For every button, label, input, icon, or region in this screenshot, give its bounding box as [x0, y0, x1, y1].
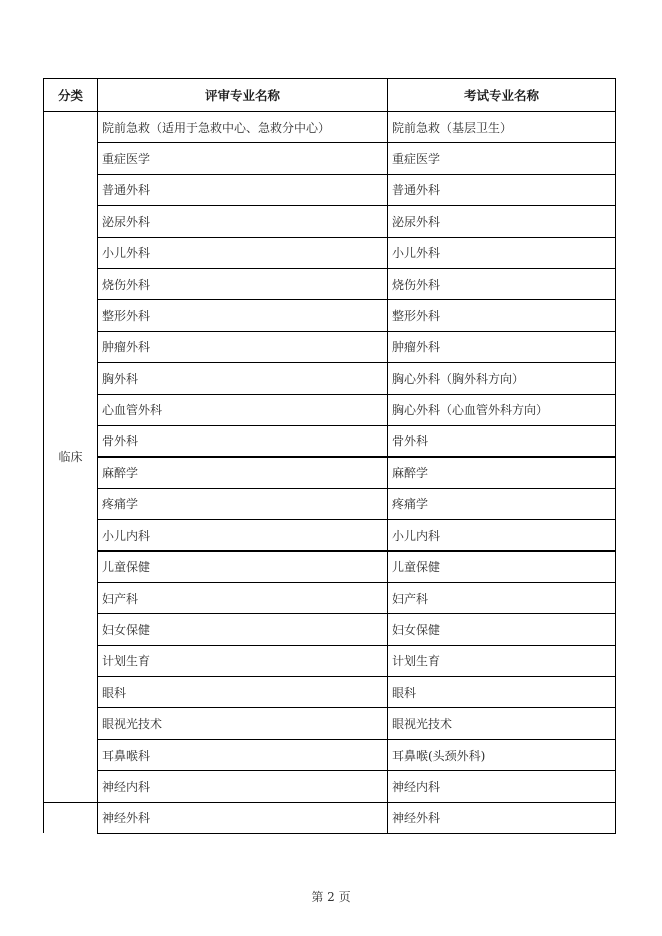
table-header-row [44, 79, 616, 112]
header-category: 分类 [44, 79, 98, 112]
review-name-cell: 麻醉学 [98, 457, 388, 488]
table-row [44, 394, 616, 425]
exam-name-cell: 重症医学 [388, 143, 616, 174]
review-name-cell: 耳鼻喉科 [98, 739, 388, 770]
exam-name-cell: 泌尿外科 [388, 206, 616, 237]
exam-name-cell: 整形外科 [388, 300, 616, 331]
review-name-cell: 泌尿外科 [98, 206, 388, 237]
review-name-cell: 儿童保健 [98, 551, 388, 582]
table-row [44, 300, 616, 331]
review-name-cell: 计划生育 [98, 645, 388, 676]
table-row [44, 457, 616, 488]
page-number: 第 2 页 [311, 890, 351, 904]
table-row [44, 237, 616, 268]
table-row [44, 425, 616, 456]
exam-name-cell: 神经外科 [388, 802, 616, 833]
exam-name-cell: 胸心外科（胸外科方向） [388, 363, 616, 394]
table-row [44, 739, 616, 770]
review-name-cell: 心血管外科 [98, 394, 388, 425]
review-name-cell: 骨外科 [98, 425, 388, 456]
exam-name-cell: 神经内科 [388, 771, 616, 802]
exam-name-cell: 麻醉学 [388, 457, 616, 488]
review-name-cell: 妇女保健 [98, 614, 388, 645]
review-name-cell: 小儿外科 [98, 237, 388, 268]
specialty-table [43, 78, 616, 834]
table-row [44, 206, 616, 237]
exam-name-cell: 耳鼻喉(头颈外科) [388, 739, 616, 770]
review-name-cell: 普通外科 [98, 174, 388, 205]
table-row [44, 551, 616, 582]
table-row [44, 143, 616, 174]
exam-name-cell: 妇产科 [388, 582, 616, 613]
header-exam-name: 考试专业名称 [388, 79, 616, 112]
category-cell: 临床 [44, 112, 98, 803]
exam-name-cell: 院前急救（基层卫生） [388, 112, 616, 143]
table-row [44, 708, 616, 739]
table-row [44, 363, 616, 394]
table-row [44, 614, 616, 645]
review-name-cell: 烧伤外科 [98, 268, 388, 299]
exam-name-cell: 儿童保健 [388, 551, 616, 582]
exam-name-cell: 妇女保健 [388, 614, 616, 645]
table-row [44, 488, 616, 519]
review-name-cell: 肿瘤外科 [98, 331, 388, 362]
exam-name-cell: 小儿内科 [388, 520, 616, 551]
table-row [44, 582, 616, 613]
review-name-cell: 整形外科 [98, 300, 388, 331]
review-name-cell: 眼科 [98, 677, 388, 708]
table-row [44, 268, 616, 299]
review-name-cell: 疼痛学 [98, 488, 388, 519]
table-row [44, 645, 616, 676]
exam-name-cell: 小儿外科 [388, 237, 616, 268]
header-review-name: 评审专业名称 [98, 79, 388, 112]
review-name-cell: 胸外科 [98, 363, 388, 394]
table-row [44, 677, 616, 708]
review-name-cell: 神经外科 [98, 802, 388, 833]
table-row [44, 331, 616, 362]
table-row [44, 520, 616, 551]
exam-name-cell: 肿瘤外科 [388, 331, 616, 362]
exam-name-cell: 胸心外科（心血管外科方向） [388, 394, 616, 425]
exam-name-cell: 骨外科 [388, 425, 616, 456]
table-row [44, 112, 616, 143]
review-name-cell: 妇产科 [98, 582, 388, 613]
exam-name-cell: 烧伤外科 [388, 268, 616, 299]
review-name-cell: 重症医学 [98, 143, 388, 174]
review-name-cell: 小儿内科 [98, 520, 388, 551]
exam-name-cell: 普通外科 [388, 174, 616, 205]
exam-name-cell: 计划生育 [388, 645, 616, 676]
exam-name-cell: 疼痛学 [388, 488, 616, 519]
review-name-cell: 院前急救（适用于急救中心、急救分中心） [98, 112, 388, 143]
category-cell [44, 802, 98, 833]
review-name-cell: 神经内科 [98, 771, 388, 802]
review-name-cell: 眼视光技术 [98, 708, 388, 739]
table-row [44, 174, 616, 205]
table-row [44, 771, 616, 802]
table-row [44, 802, 616, 833]
exam-name-cell: 眼视光技术 [388, 708, 616, 739]
exam-name-cell: 眼科 [388, 677, 616, 708]
